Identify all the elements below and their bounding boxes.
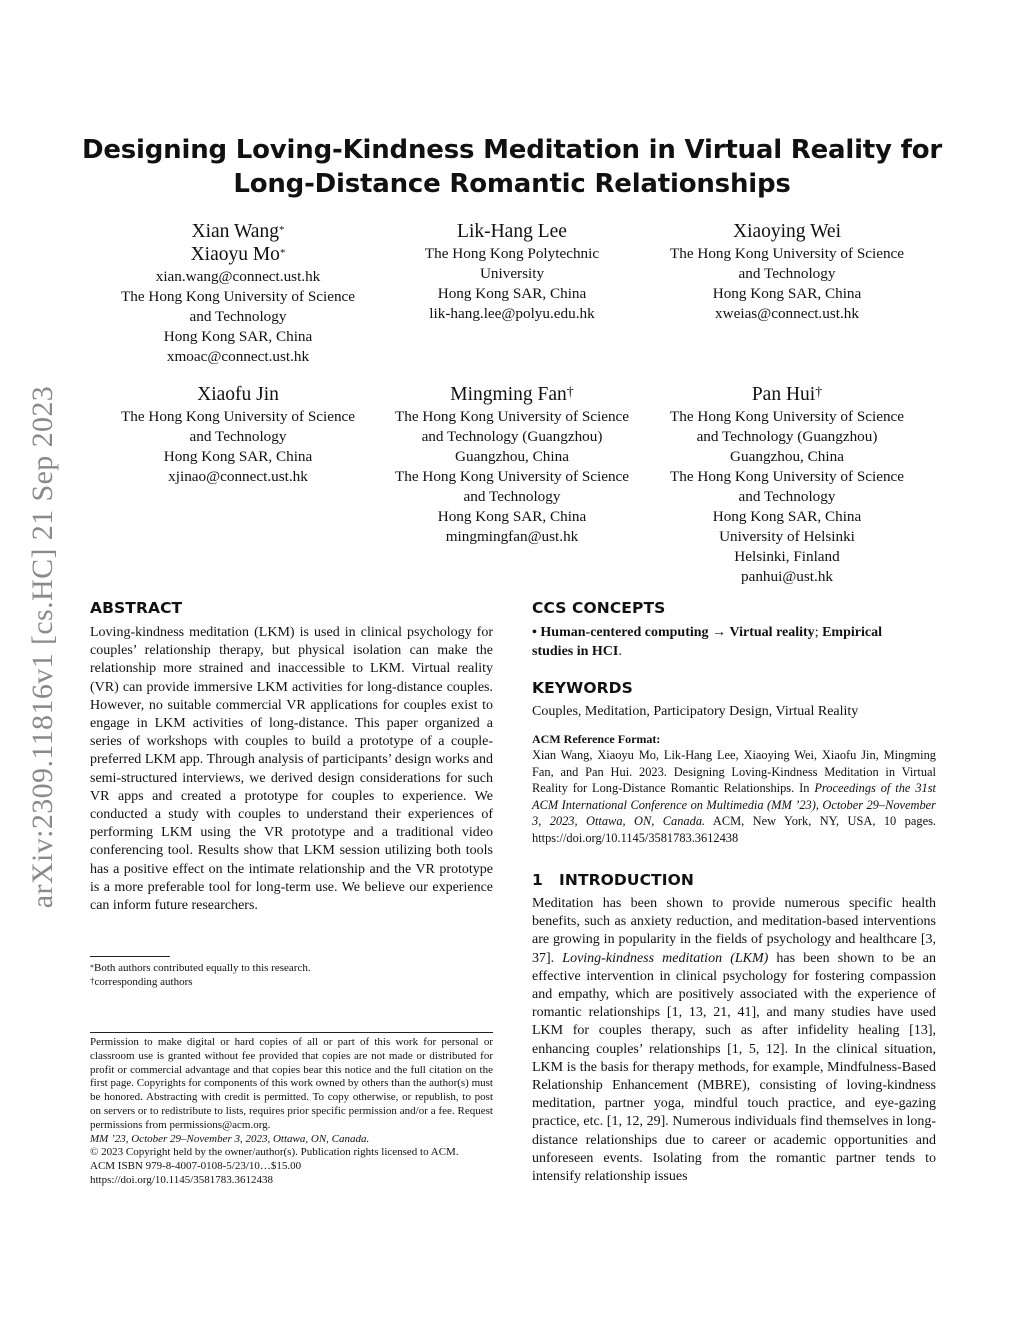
author-email: xjinao@connect.ust.hk xyxy=(168,468,308,485)
isbn-line: ACM ISBN 979-8-4007-0108-5/23/10…$15.00 xyxy=(90,1160,302,1173)
author-name: Xiaoying Wei xyxy=(732,221,841,242)
author-affiliation: The Hong Kong University of Science xyxy=(120,288,356,305)
acm-ref-publisher: ACM, New York, NY, USA, 10 pages. https://doi.org/10.1145/3581783.3612438 xyxy=(532,814,936,845)
author-email: panhui@ust.hk xyxy=(740,568,834,585)
ccs-arrow: → xyxy=(712,625,727,640)
acm-ref-authors: Xian Wang, Xiaoyu Mo, Lik-Hang Lee, Xiaoying Wei, Xiaofu Jin, Mingming Fan, and Pan Hui. 2023. Designing Loving-Kindness Meditation in Virtual Reality for Long-Distance Romantic Relationships. In xyxy=(532,748,936,796)
section-number: 1 xyxy=(532,871,543,889)
author-affiliation: The Hong Kong University of Science xyxy=(394,468,630,485)
author-affiliation: The Hong Kong University of Science xyxy=(394,408,630,425)
keywords-text: Couples, Meditation, Participatory Design, Virtual Reality xyxy=(532,704,859,719)
author-name: Pan Hui xyxy=(751,384,816,405)
paper-title xyxy=(80,133,944,201)
author-affiliation: and Technology xyxy=(738,488,836,505)
author-location: Hong Kong SAR, China xyxy=(712,508,862,525)
author-affiliation: and Technology (Guangzhou) xyxy=(696,428,878,445)
footnotes xyxy=(90,962,494,990)
author-location: Hong Kong SAR, China xyxy=(163,448,313,465)
ccs-concept-vr: Virtual reality xyxy=(729,625,815,640)
author-affiliation: The Hong Kong University of Science xyxy=(120,408,356,425)
intro-term-lkm: Loving-kindness meditation (LKM) xyxy=(562,950,769,966)
abstract-text: Loving-kindness meditation (LKM) is used in clinical psychology for couples’ relationship therapy, but physical isolation can make the relationship more strained and inaccessible to LKM. Virtual reality (VR) can provide immersive LKM activities for long-distance couples. However, no suitable commercial VR applications for couples exist to engage in LKM activities of long-distance. This paper organized a series of workshops with couples to build a prototype of a couple-preferred LKM app. Through analysis of participants’ design works and semi-structured interviews, we derived design considerations for such VR apps and created a prototype for couples to experience. We conducted a study with couples to understand their experiences of performing LKM using the VR prototype and a traditional video conferencing tool. Results show that LKM session utilizing both tools has a positive effect on the intimate relationship and the VR prototype is a more preferable tool for long-term use. We believe our experience can inform future researchers. xyxy=(90,625,493,914)
conference-venue: MM ’23, October 29–November 3, 2023, Ottawa, ON, Canada. xyxy=(90,1132,370,1145)
ccs-concepts xyxy=(532,624,936,661)
copyright-line: © 2023 Copyright held by the owner/author(s). Publication rights licensed to ACM. xyxy=(90,1146,459,1159)
author-name: Xiaofu Jin xyxy=(197,384,279,405)
author-affiliation: and Technology (Guangzhou) xyxy=(421,428,603,445)
arxiv-stamp: arXiv:2309.11816v1 [cs.HC] 21 Sep 2023 xyxy=(26,385,59,909)
ccs-end: . xyxy=(618,643,622,659)
equal-contribution-mark: * xyxy=(278,224,285,236)
footnote-mark: † xyxy=(90,975,95,986)
author-name: Mingming Fan xyxy=(450,384,567,405)
keywords-heading: KEYWORDS xyxy=(532,679,633,697)
author-block-wang-mo xyxy=(98,220,378,367)
author-affiliation: The Hong Kong University of Science xyxy=(669,245,905,262)
author-affiliation: and Technology xyxy=(463,488,561,505)
acm-ref-heading: ACM Reference Format: xyxy=(532,732,661,746)
author-name: Xian Wang xyxy=(191,221,279,242)
introduction-text xyxy=(532,895,936,1186)
intro-paragraph-part2: has been shown to be an effective intervention in clinical psychology for fostering compassion and empathy, which are positively associated with the experience of romantic relationships [1, 13, 21, 41], and many studies have used LKM for couples therapy, such as after infidelity healing [13], enhancing couples’ relationships [1, 5, 12]. In the clinical situation, LKM is the basis for therapy methods, for example, Mindfulness-Based Relationship Enhancement (MBRE), consisting of loving-kindness meditation, partner yoga, mindful touch practice, and eye-gazing practice, etc. [1, 12, 29]. Numerous individuals find themselves in long-distance relationships due to career or academic opportunities and unforeseen events. Isolating from the romantic partner tends to intensify relationship issues xyxy=(532,950,937,1185)
author-affiliation: and Technology xyxy=(189,308,287,325)
author-name: Xiaoyu Mo xyxy=(190,244,280,265)
author-email: mingmingfan@ust.hk xyxy=(445,528,579,545)
author-location: Hong Kong SAR, China xyxy=(712,285,862,302)
author-email: xmoac@connect.ust.hk xyxy=(166,348,310,365)
ccs-bullet: • xyxy=(532,625,537,640)
acm-ref-proceedings: Proceedings of the 31st ACM International Conference on Multimedia (MM ’23), October 29–November 3, 2023, Ottawa, ON, Canada. xyxy=(532,781,936,829)
author-affiliation: and Technology xyxy=(189,428,287,445)
introduction-heading xyxy=(532,870,936,890)
author-affiliation: The Hong Kong University of Science xyxy=(669,408,905,425)
author-email: xweias@connect.ust.hk xyxy=(715,305,859,322)
author-affiliation: University xyxy=(479,265,545,282)
acm-ref-text xyxy=(532,747,936,847)
permission-block xyxy=(90,1036,493,1188)
author-email: lik-hang.lee@polyu.edu.hk xyxy=(429,305,595,322)
ccs-concept-empirical: Empirical xyxy=(822,625,882,640)
equal-contribution-mark: * xyxy=(279,247,286,259)
corresponding-author-mark: † xyxy=(566,385,574,400)
author-block-fan xyxy=(372,383,652,547)
doi-link[interactable]: https://doi.org/10.1145/3581783.3612438 xyxy=(90,1173,274,1186)
author-location: Hong Kong SAR, China xyxy=(437,508,587,525)
author-email: xian.wang@connect.ust.hk xyxy=(155,268,321,285)
title-line-2: Long-Distance Romantic Relationships xyxy=(233,169,791,199)
section-title: INTRODUCTION xyxy=(559,871,694,889)
author-affiliation: The Hong Kong University of Science xyxy=(669,468,905,485)
author-affiliation: The Hong Kong Polytechnic xyxy=(424,245,600,262)
intro-paragraph-part1: Meditation has been shown to provide numerous specific health benefits, such as anxiety reduction, and meditation-based interventions are growing in popularity in the fields of psychology and healthcare [3, 37]. xyxy=(532,896,936,966)
author-block-hui xyxy=(647,383,927,587)
ccs-heading: CCS CONCEPTS xyxy=(532,599,666,617)
abstract-heading: ABSTRACT xyxy=(90,599,183,617)
author-block-wei xyxy=(647,220,927,324)
ccs-separator: ; xyxy=(814,625,819,640)
ccs-concept-hcc: Human-centered computing xyxy=(540,625,709,640)
author-location: Guangzhou, China xyxy=(730,448,844,465)
author-location: Hong Kong SAR, China xyxy=(437,285,587,302)
footnote-mark: * xyxy=(90,963,94,972)
author-location: Helsinki, Finland xyxy=(734,548,840,565)
author-location: Hong Kong SAR, China xyxy=(163,328,313,345)
footnote-corresponding: corresponding authors xyxy=(94,975,193,988)
permission-notice: Permission to make digital or hard copies of all or part of this work for personal or classroom use is granted without fee provided that copies are not made or distributed for profit or commercial advantage and that copies bear this notice and the full citation on the first page. Copyrights for components of this work owned by others than the author(s) must be honored. Abstracting with credit is permitted. To copy otherwise, or republish, to post on servers or to redistribute to lists, requires prior specific permission and/or a fee. Request permissions from permissions@acm.org. xyxy=(90,1036,493,1131)
author-location: Guangzhou, China xyxy=(455,448,569,465)
author-affiliation: University of Helsinki xyxy=(719,528,855,545)
footnote-divider xyxy=(90,956,170,957)
ccs-concept-empirical-cont: studies in HCI xyxy=(532,643,619,659)
footnote-equal-contribution: Both authors contributed equally to this research. xyxy=(94,962,311,974)
permission-divider xyxy=(90,1032,493,1033)
corresponding-author-mark: † xyxy=(815,385,823,400)
author-block-jin xyxy=(98,383,378,487)
title-line-1: Designing Loving-Kindness Meditation in Virtual Reality for xyxy=(81,135,943,165)
author-affiliation: and Technology xyxy=(738,265,836,282)
author-block-lee xyxy=(372,220,652,324)
author-name: Lik-Hang Lee xyxy=(457,221,567,242)
